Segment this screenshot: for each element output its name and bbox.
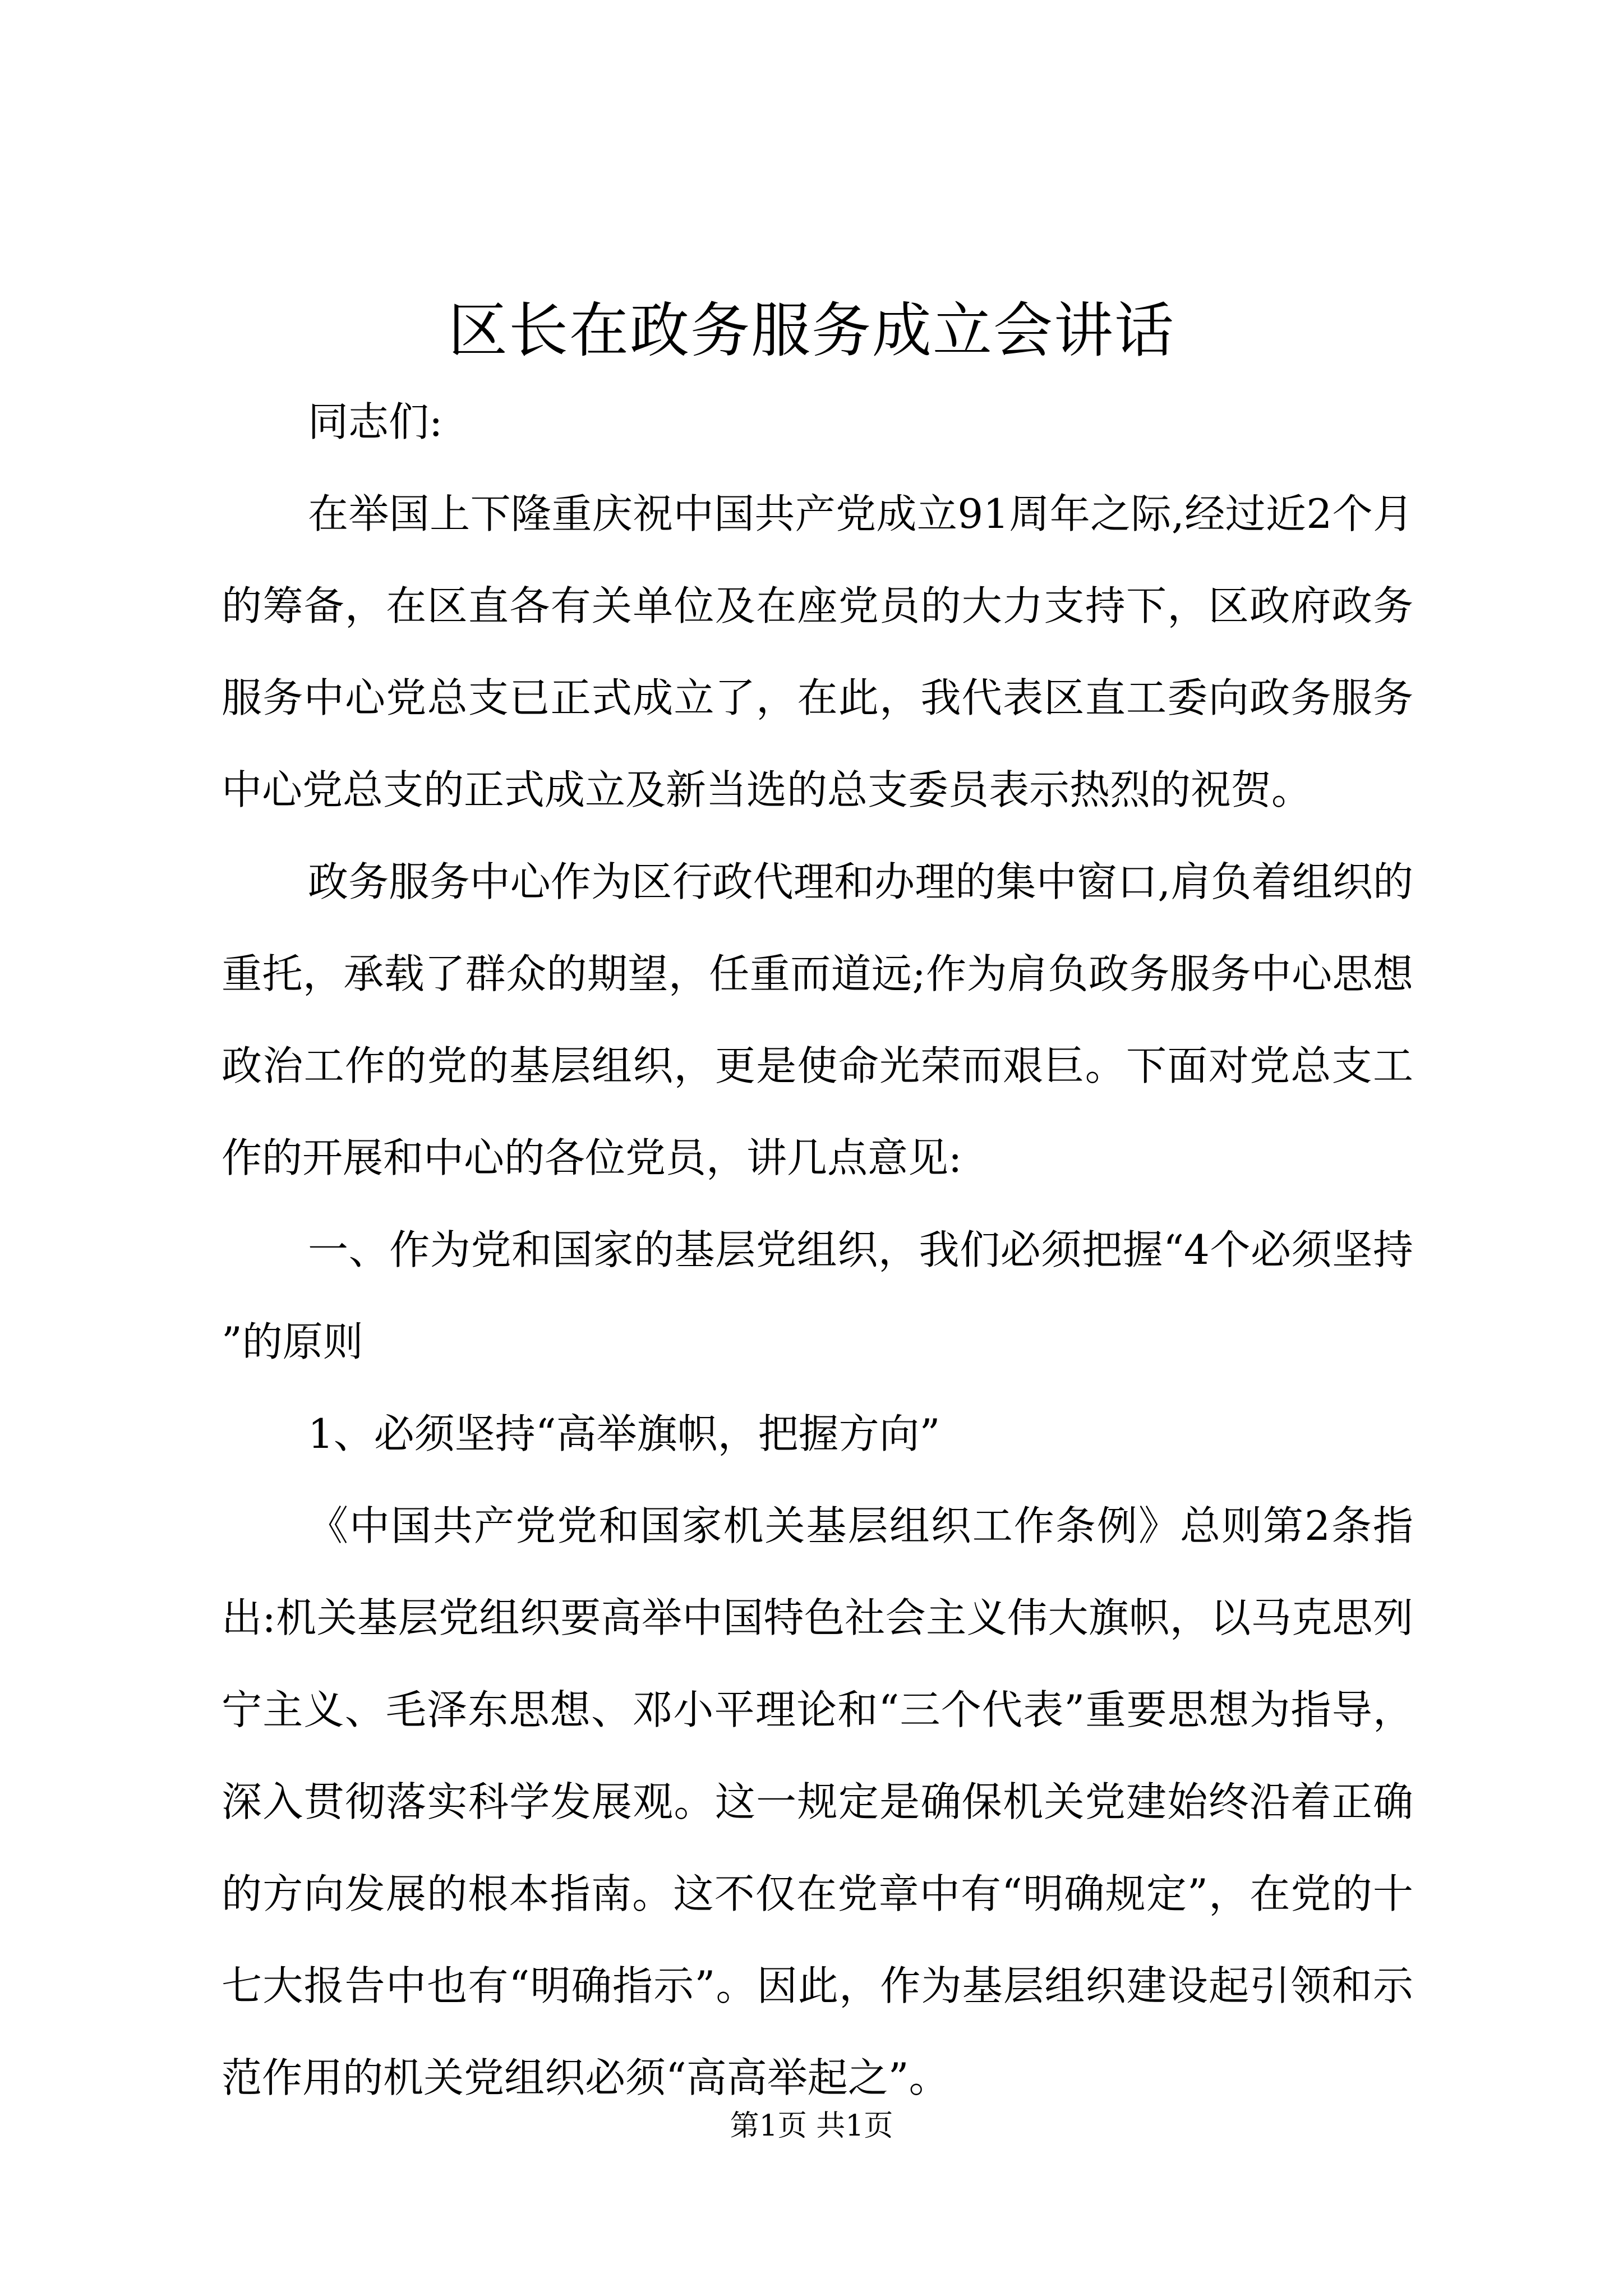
paragraph-salutation: 同志们: xyxy=(308,398,443,445)
paragraph-center-role: 政务服务中心作为区行政代理和办理的集中窗口,肩负着组织的重托，承载了群众的期望，任重而道远;作为肩负政务服务中心思想政治工作的党的基层组织，更是使命光荣而艰巨。下面对党总支工作的开展和中心的各位党员，讲几点意见: xyxy=(222,858,1413,1181)
section-heading-one: 一、作为党和国家的基层党组织，我们必须把握“4个必须坚持”的原则 xyxy=(222,1226,1413,1365)
paragraph-opening: 在举国上下隆重庆祝中国共产党成立91周年之际,经过近2个月的筹备，在区直各有关单位及在座党员的大力支持下，区政府政务服务中心党总支已正式成立了，在此，我代表区直工委向政务服务中心党总支的正式成立及新当选的总支委员表示热烈的祝贺。 xyxy=(222,490,1413,813)
document-title: 区长在政务服务成立会讲话 xyxy=(448,296,1175,365)
document-body xyxy=(222,376,1413,2124)
page-footer: 第1页 共1页 xyxy=(730,2109,893,2143)
paragraph-regulation: 《中国共产党党和国家机关基层组织工作条例》总则第2条指出:机关基层党组织要高举中国特色社会主义伟大旗帜，以马克思列宁主义、毛泽东思想、邓小平理论和“三个代表”重要思想为指导，深入贯彻落实科学发展观。这一规定是确保机关党建始终沿着正确的方向发展的根本指南。这不仅在党章中有“明确规定”，在党的十七大报告中也有“明确指示”。因此，作为基层组织建设起引领和示范作用的机关党组织必须“高高举起之”。 xyxy=(222,1502,1413,2101)
subsection-heading-one: 1、必须坚持“高举旗帜，把握方向” xyxy=(308,1410,940,1457)
